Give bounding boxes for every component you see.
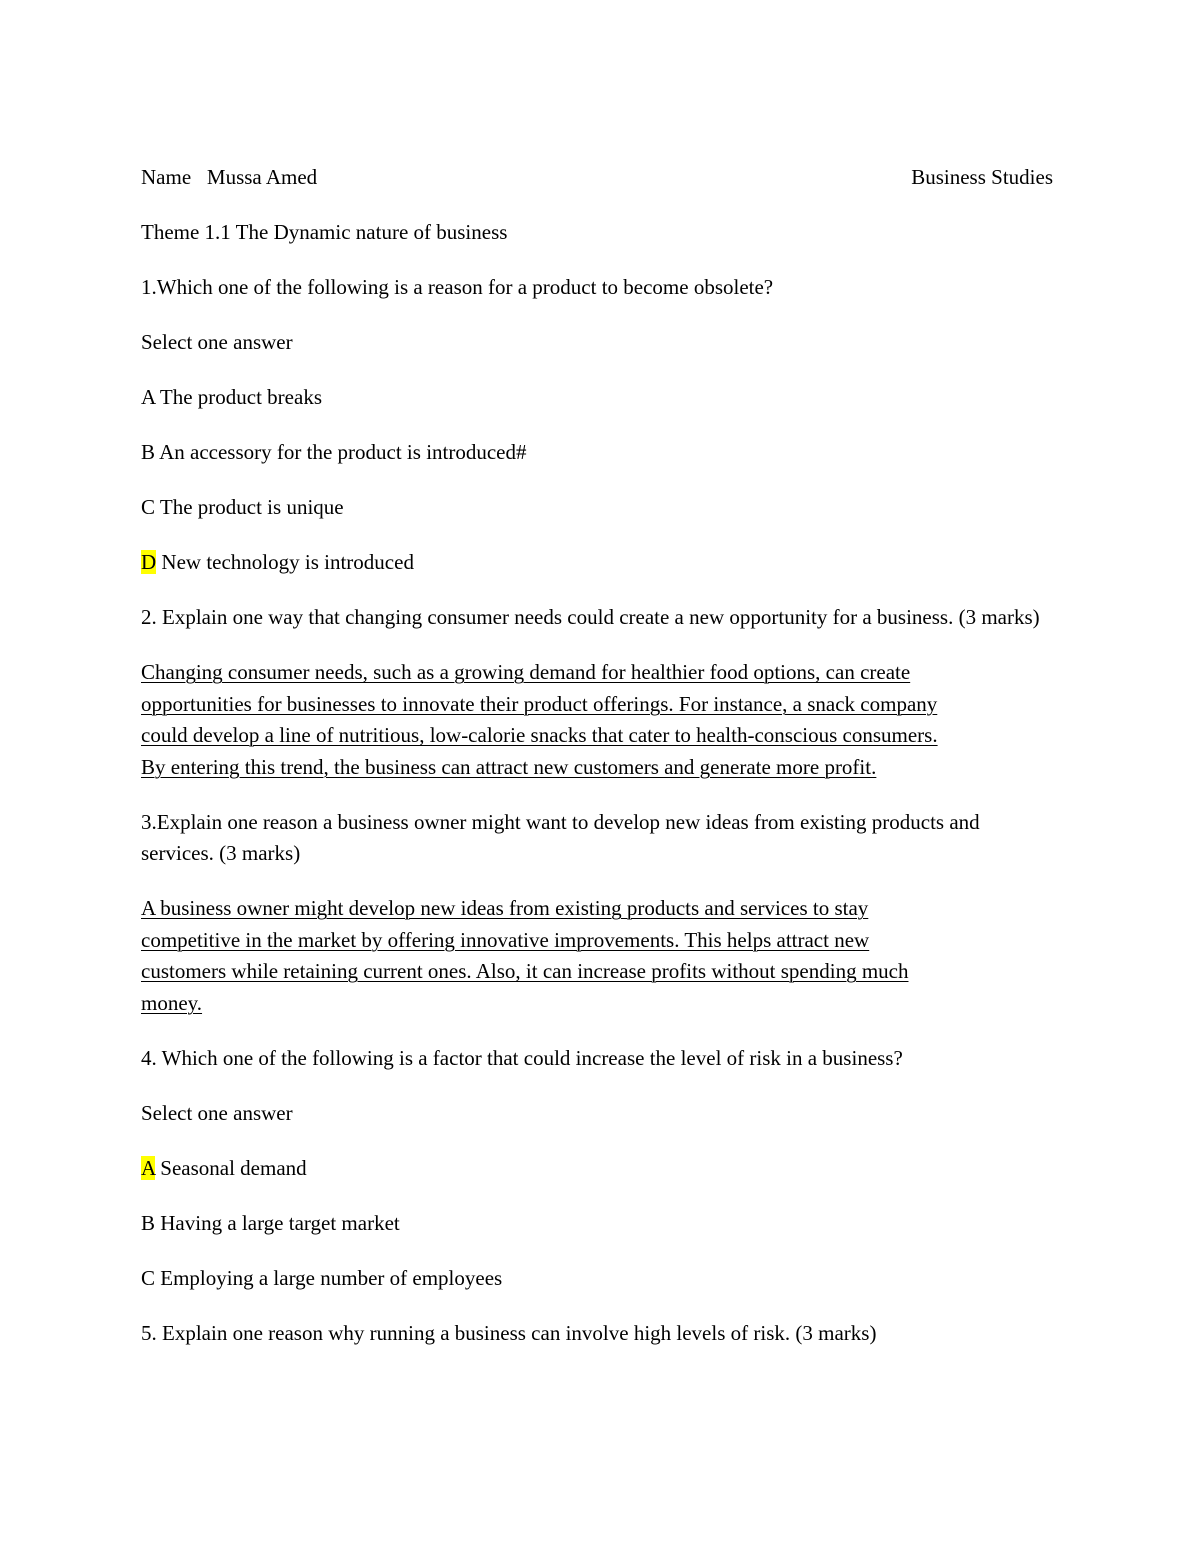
option-letter: C [141,495,156,519]
q4-instruction: Select one answer [141,1100,293,1125]
q4-option-b [141,1208,1053,1240]
question-3: 3.Explain one reason a business owner might want to develop new ideas from existing products and services. (3 marks) [141,809,980,865]
q4-option-a [141,1153,1053,1185]
q1-option-b [141,437,1053,469]
student-name: Mussa Amed [206,165,318,189]
answer-line: By entering this trend, the business can attract new customers and generate more profit. [141,754,877,779]
selected-option-letter: D [141,550,157,574]
option-text: Seasonal demand [155,1155,307,1180]
option-text: The product is unique [155,495,344,519]
option-text: Employing a large number of employees [155,1265,503,1290]
theme-title: Theme 1.1 The Dynamic nature of business [141,220,508,244]
answer-line: Changing consumer needs, such as a growing demand for healthier food options, can create [141,660,911,684]
question-1: 1.Which one of the following is a reason for a product to become obsolete? [141,275,774,299]
q2-answer [141,657,1053,783]
question-5: 5. Explain one reason why running a business can involve high levels of risk. (3 marks) [141,1320,877,1345]
option-text: The product breaks [155,385,322,409]
q4-option-c [141,1263,1053,1295]
option-letter: B [141,1210,156,1235]
question-2: 2. Explain one way that changing consumer needs could create a new opportunity for a business. (3 marks) [141,605,1040,629]
option-text: An accessory for the product is introduced# [155,440,527,464]
answer-line: opportunities for businesses to innovate their product offerings. For instance, a snack company [141,691,938,716]
answer-line: money. [141,990,203,1015]
question-4: 4. Which one of the following is a factor that could increase the level of risk in a business? [141,1045,903,1070]
option-letter: A [141,385,156,409]
q1-option-d [141,547,1053,579]
option-letter: C [141,1265,156,1290]
answer-line: competitive in the market by offering innovative improvements. This helps attract new [141,927,870,952]
name-label: Name [141,165,192,189]
option-text: New technology is introduced [156,550,414,574]
q1-option-a [141,382,1053,414]
option-text: Having a large target market [155,1210,400,1235]
answer-line: could develop a line of nutritious, low-calorie snacks that cater to health-conscious consumers. [141,723,938,747]
q1-option-c [141,492,1053,524]
header-row [141,162,1053,194]
q1-instruction: Select one answer [141,330,293,354]
option-letter: B [141,440,156,464]
name-field [141,162,317,194]
selected-option-letter: A [141,1155,156,1180]
document-page [141,162,1053,1349]
answer-line: A business owner might develop new ideas from existing products and services to stay [141,896,869,920]
subject-title: Business Studies [911,165,1053,189]
answer-line: customers while retaining current ones. Also, it can increase profits without spending much [141,959,909,983]
q3-answer [141,893,1053,1019]
